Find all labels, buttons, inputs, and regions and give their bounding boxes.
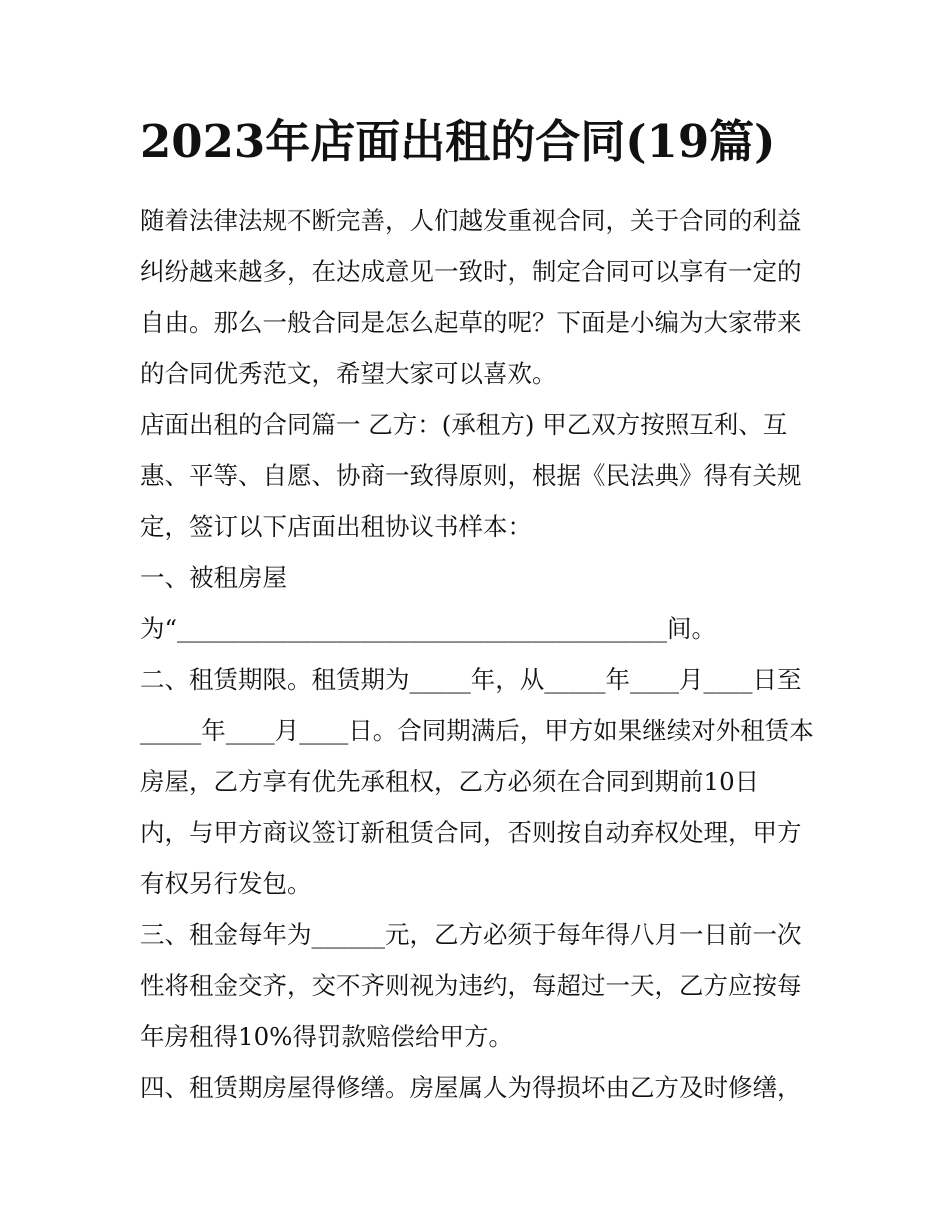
document-title: 2023年店面出租的合同(19篇) <box>140 115 776 168</box>
body-line: 的合同优秀范文，希望大家可以喜欢。 <box>140 359 557 388</box>
document-body <box>140 195 820 1113</box>
body-line: 定，签订以下店面出租协议书样本： <box>140 512 532 541</box>
body-line: 随着法律法规不断完善，人们越发重视合同，关于合同的利益 <box>140 206 802 235</box>
body-line: 性将租金交齐，交不齐则视为违约，每超过一天，乙方应按每 <box>140 971 802 1000</box>
body-line: 惠、平等、自愿、协商一致得原则，根据《民法典》得有关规 <box>140 461 802 490</box>
body-line: 自由。那么一般合同是怎么起草的呢？下面是小编为大家带来 <box>140 308 802 337</box>
body-line: 三、租金每年为______元，乙方必须于每年得八月一日前一次 <box>140 920 802 949</box>
body-line: 房屋，乙方享有优先承租权，乙方必须在合同到期前10日 <box>140 767 760 796</box>
body-line: 店面出租的合同篇一 乙方：(承租方) 甲乙双方按照互利、互 <box>140 410 788 439</box>
body-line: 有权另行发包。 <box>140 869 312 898</box>
body-line: 二、租赁期限。租赁期为_____年，从_____年____月____日至 <box>140 665 802 694</box>
body-line: 内，与甲方商议签订新租赁合同，否则按自动弃权处理，甲方 <box>140 818 802 847</box>
body-line: 一、被租房屋 <box>140 563 287 592</box>
body-line: _____年____月____日。合同期满后，甲方如果继续对外租赁本 <box>140 716 814 745</box>
body-line: 年房租得10%得罚款赔偿给甲方。 <box>140 1022 513 1051</box>
body-line: 四、租赁期房屋得修缮。房屋属人为得损坏由乙方及时修缮， <box>140 1073 802 1102</box>
body-line: 为“________________________________________间。 <box>140 614 717 643</box>
body-line: 纠纷越来越多，在达成意见一致时，制定合同可以享有一定的 <box>140 257 802 286</box>
